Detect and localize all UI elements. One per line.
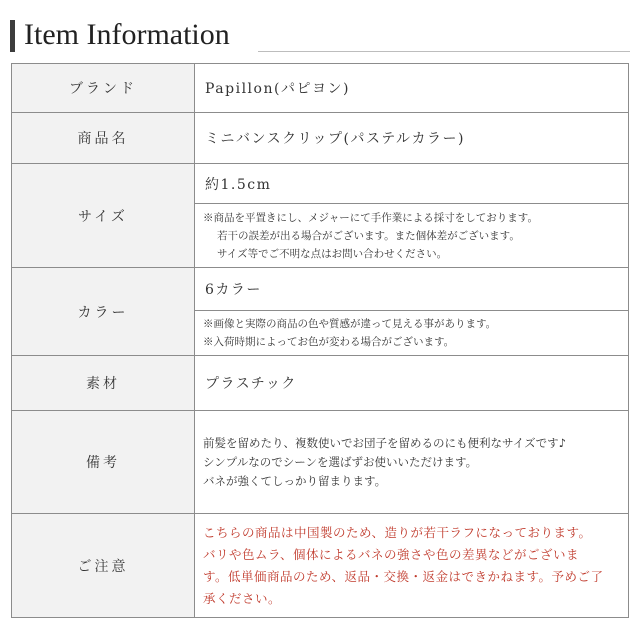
caution-label: ご注意 bbox=[12, 514, 195, 618]
row-caution bbox=[12, 514, 629, 618]
section-header bbox=[10, 18, 630, 54]
title-divider bbox=[258, 51, 630, 52]
color-notes bbox=[195, 311, 629, 356]
row-brand bbox=[12, 64, 629, 113]
size-note-line: サイズ等でご不明な点はお問い合わせください。 bbox=[217, 247, 448, 260]
color-note-line: ※入荷時期によってお色が変わる場合がございます。 bbox=[203, 336, 455, 348]
remarks-line: シンプルなのでシーンを選ばずお使いいただけます。 bbox=[203, 454, 478, 469]
row-color bbox=[12, 268, 629, 311]
product-name-label: 商品名 bbox=[12, 113, 195, 164]
row-material bbox=[12, 356, 629, 411]
remarks-text bbox=[195, 411, 629, 514]
item-info-table bbox=[11, 63, 629, 618]
size-note-line: 若干の誤差が出る場合がございます。また個体差がございます。 bbox=[217, 229, 520, 242]
material-label: 素材 bbox=[12, 356, 195, 411]
caution-line: バリや色ムラ、個体によるバネの強さや色の差異などがございま bbox=[203, 546, 580, 562]
caution-text bbox=[195, 514, 629, 618]
color-note-line: ※画像と実際の商品の色や質感が違って見える事があります。 bbox=[203, 318, 497, 330]
brand-value: Papillon(パピヨン) bbox=[195, 64, 629, 113]
caution-line: す。低単価商品のため、返品・交換・返金はできかねます。予めご了 bbox=[203, 568, 604, 584]
row-size bbox=[12, 164, 629, 204]
product-name-value: ミニバンスクリップ(パステルカラー) bbox=[195, 113, 629, 164]
material-value: プラスチック bbox=[195, 356, 629, 411]
caution-line: こちらの商品は中国製のため、造りが若干ラフになっております。 bbox=[203, 524, 592, 540]
remarks-line: 前髪を留めたり、複数使いでお団子を留めるのにも便利なサイズです♪ bbox=[203, 435, 566, 450]
row-product-name bbox=[12, 113, 629, 164]
title-accent-bar bbox=[10, 20, 15, 52]
remarks-label: 備考 bbox=[12, 411, 195, 514]
size-note-line: ※商品を平置きにし、メジャーにて手作業による採寸をしております。 bbox=[203, 211, 538, 224]
page-title: Item Information bbox=[24, 18, 230, 51]
size-notes bbox=[195, 204, 629, 268]
remarks-line: バネが強くてしっかり留まります。 bbox=[203, 473, 387, 488]
color-value: 6カラー bbox=[195, 268, 629, 311]
row-remarks bbox=[12, 411, 629, 514]
color-label: カラー bbox=[12, 268, 195, 356]
size-value: 約1.5cm bbox=[195, 164, 629, 204]
size-label: サイズ bbox=[12, 164, 195, 268]
caution-line: 承ください。 bbox=[203, 590, 282, 606]
brand-label: ブランド bbox=[12, 64, 195, 113]
